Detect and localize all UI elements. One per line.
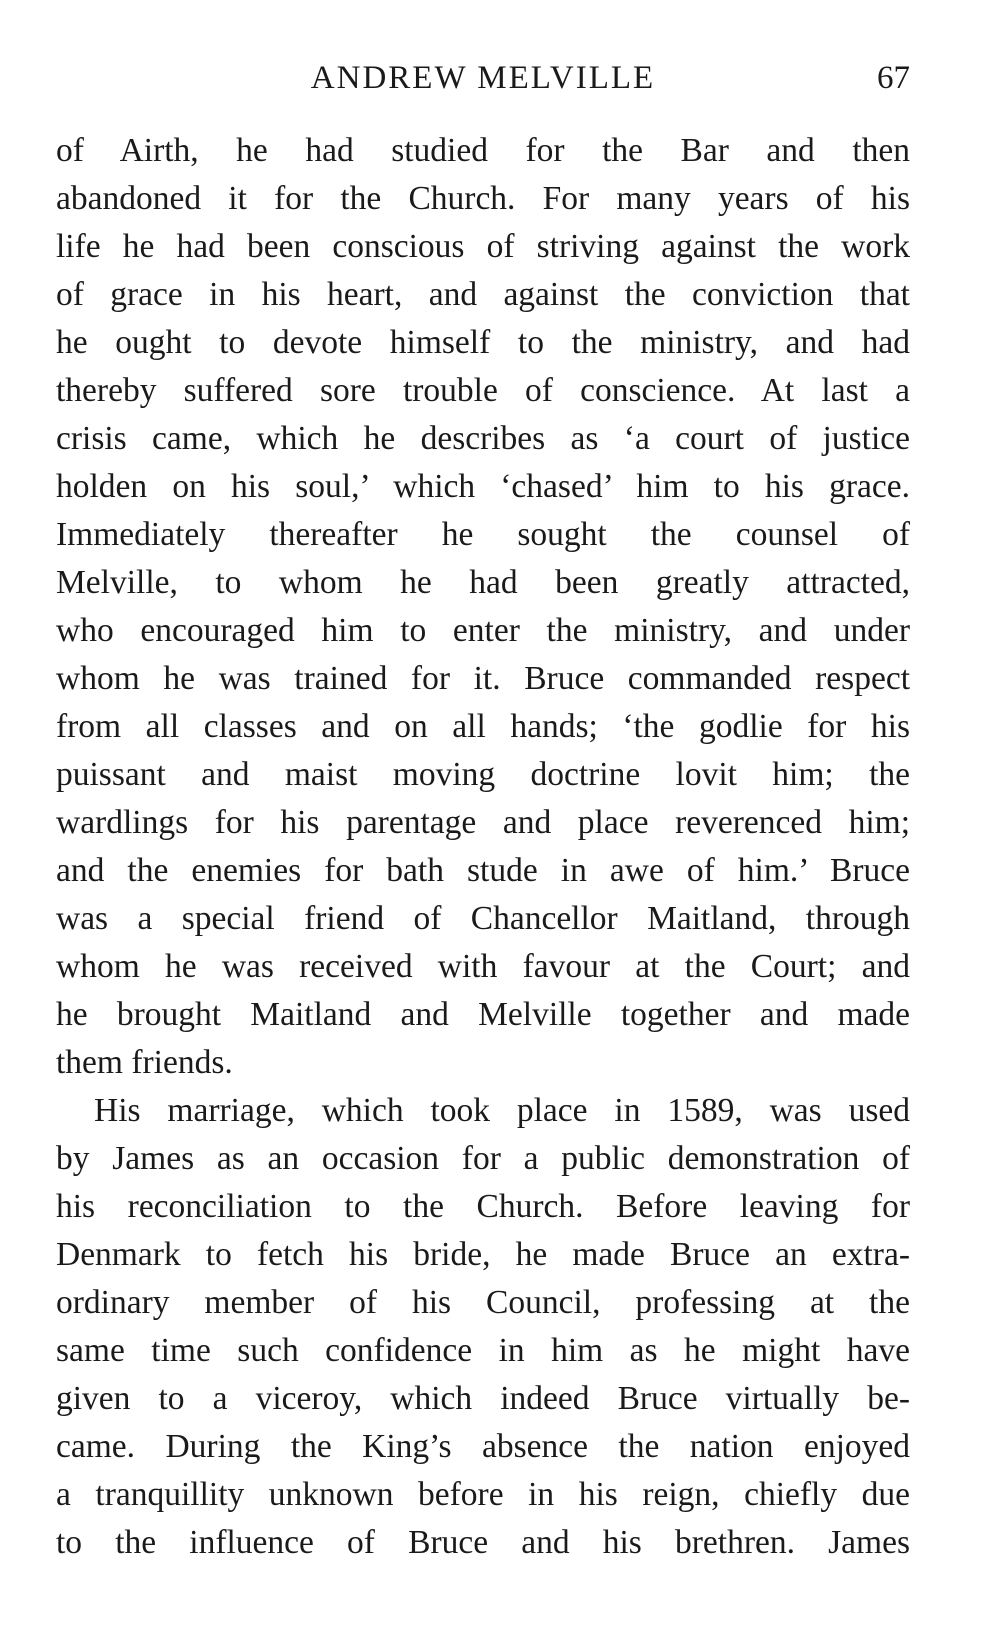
text-line: of grace in his heart, and against the conviction that (56, 276, 910, 313)
text-line: them friends. (56, 1044, 233, 1081)
text-line: life he had been conscious of striving against the work (56, 228, 910, 265)
paragraph-2 (56, 1087, 910, 1567)
text-line: thereby suffered sore trouble of conscience. At last a (56, 372, 910, 409)
text-line: whom he was received with favour at the Court; and (56, 948, 910, 985)
text-line: Immediately thereafter he sought the counsel of (56, 516, 910, 553)
paragraph-1 (56, 127, 910, 1087)
text-line: from all classes and on all hands; ‘the godlie for his (56, 708, 910, 745)
page-number: 67 (877, 60, 910, 96)
running-head (56, 56, 910, 100)
text-line: given to a viceroy, which indeed Bruce virtually be- (56, 1380, 910, 1417)
text-line: to the influence of Bruce and his brethren. James (56, 1524, 910, 1561)
text-line: same time such confidence in him as he might have (56, 1332, 910, 1369)
text-line: Denmark to fetch his bride, he made Bruce an extra- (56, 1236, 910, 1273)
text-line: abandoned it for the Church. For many years of his (56, 180, 910, 217)
text-line: wardlings for his parentage and place reverenced him; (56, 804, 910, 841)
text-line: by James as an occasion for a public demonstration of (56, 1140, 910, 1177)
text-line: crisis came, which he describes as ‘a court of justice (56, 420, 910, 457)
body-text (56, 127, 910, 1567)
text-line: who encouraged him to enter the ministry, and under (56, 612, 910, 649)
text-line: His marriage, which took place in 1589, was used (94, 1092, 910, 1129)
text-line: holden on his soul,’ which ‘chased’ him to his grace. (56, 468, 910, 505)
text-line: a tranquillity unknown before in his reign, chiefly due (56, 1476, 910, 1513)
text-line: was a special friend of Chancellor Maitland, through (56, 900, 910, 937)
text-line: and the enemies for bath stude in awe of him.’ Bruce (56, 852, 910, 889)
text-line: whom he was trained for it. Bruce commanded respect (56, 660, 910, 697)
text-line: he brought Maitland and Melville together and made (56, 996, 910, 1033)
text-line: he ought to devote himself to the ministry, and had (56, 324, 910, 361)
text-line: of Airth, he had studied for the Bar and then (56, 132, 910, 169)
text-line: his reconciliation to the Church. Before leaving for (56, 1188, 910, 1225)
text-line: came. During the King’s absence the nation enjoyed (56, 1428, 910, 1465)
running-title: ANDREW MELVILLE (310, 60, 656, 96)
text-line: puissant and maist moving doctrine lovit him; the (56, 756, 910, 793)
text-line: Melville, to whom he had been greatly attracted, (56, 564, 910, 601)
text-line: ordinary member of his Council, professing at the (56, 1284, 910, 1321)
